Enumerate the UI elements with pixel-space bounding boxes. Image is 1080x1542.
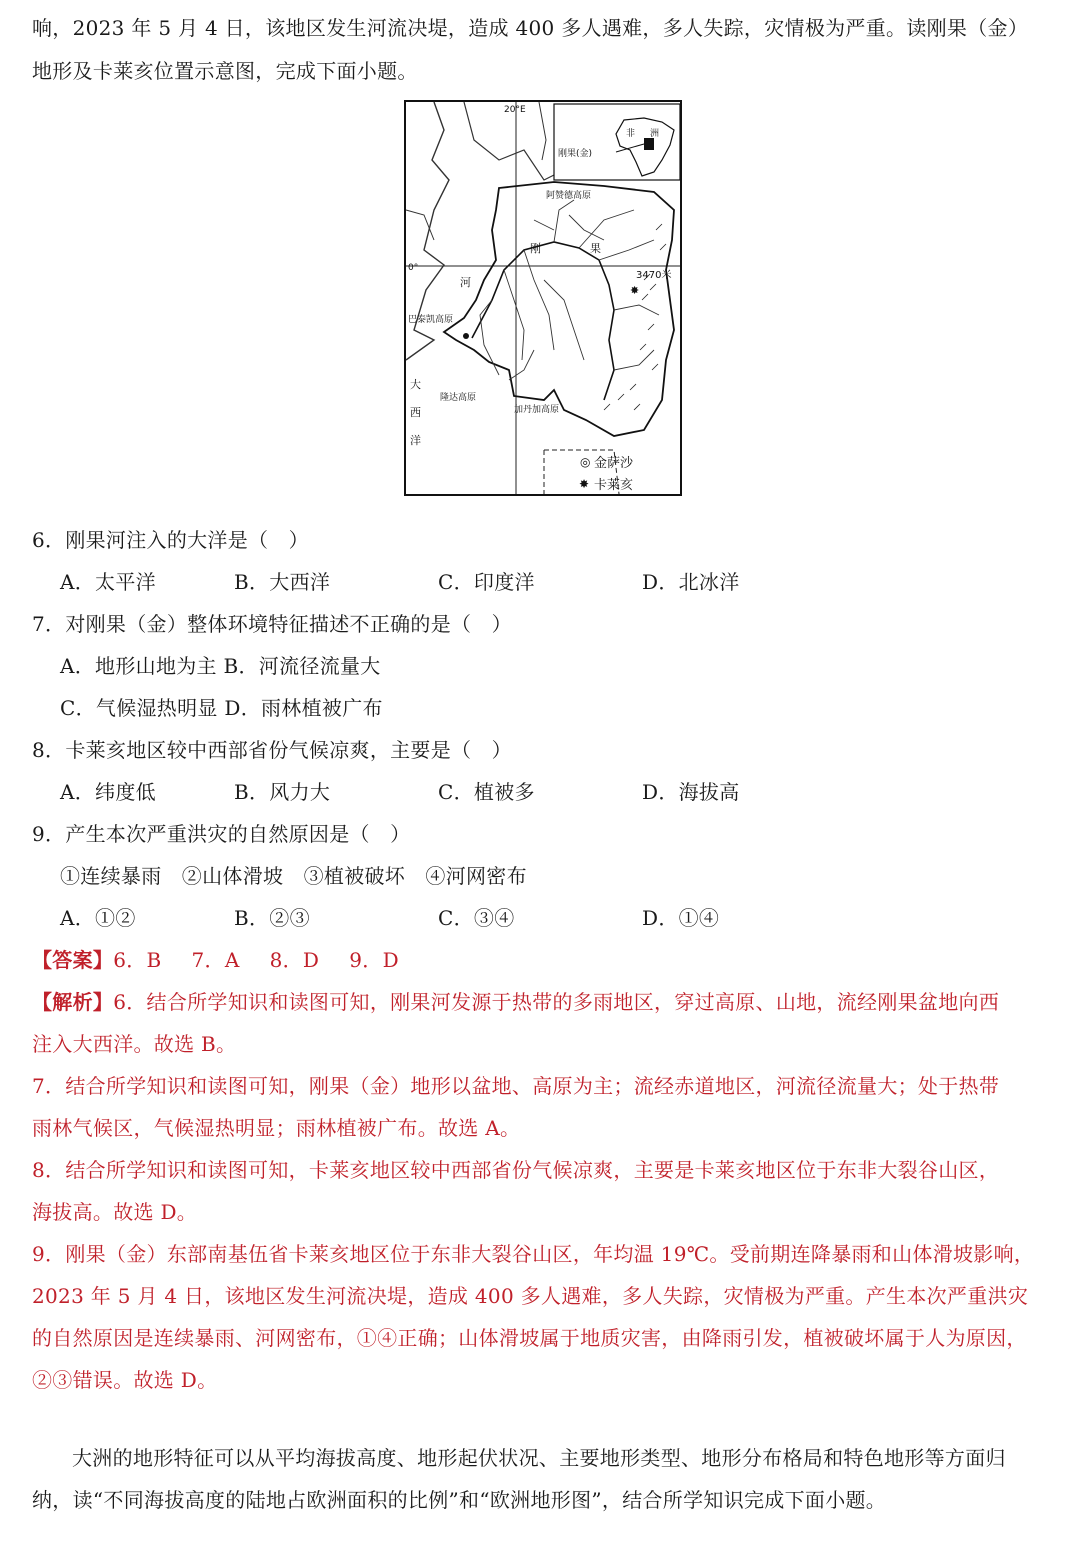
analysis-line-2: 注入大西洋。故选 B。 [32, 1032, 237, 1056]
q9-option-a: A．①② [60, 906, 136, 930]
label-plateau-lunda: 隆达高原 [440, 393, 477, 403]
q8-option-c: C．植被多 [438, 780, 535, 804]
label-elevation: 3470米 [636, 270, 672, 281]
intro-line-2: 地形及卡莱亥位置示意图，完成下面小题。 [32, 59, 418, 83]
label-ocean-3: 洋 [410, 434, 421, 447]
q9-option-b: B．②③ [234, 906, 310, 930]
q6-option-a: A．太平洋 [60, 570, 156, 594]
next-intro-line-2: 纳，读“不同海拔高度的陆地占欧洲面积的比例”和“欧洲地形图”，结合所学知识完成下面小题。 [32, 1488, 887, 1512]
label-river-3: 河 [460, 276, 471, 289]
answer-9: 9．D [349, 948, 399, 972]
label-plateau-n: 阿赞德高原 [546, 191, 592, 201]
q9-option-c: C．③④ [438, 906, 515, 930]
q6-option-c: C．印度洋 [438, 570, 535, 594]
answer-8: 8．D [269, 948, 320, 972]
congo-map-figure [404, 100, 682, 496]
q6-option-b: B．大西洋 [234, 570, 331, 594]
answer-7: 7．A [191, 948, 240, 972]
label-inset-continent-1: 非 [626, 129, 636, 139]
analysis-line-8: 2023 年 5 月 4 日，该地区发生河流决堤，造成 400 多人遇难，多人失踪，灾情极为严重。产生本次严重洪灾 [32, 1284, 1029, 1308]
analysis-line-7: 9．刚果（金）东部南基伍省卡莱亥地区位于东非大裂谷山区，年均温 19℃。受前期连降暴雨和山体滑坡影响， [32, 1242, 1035, 1266]
label-equator: 0° [408, 263, 419, 273]
intro-line-1: 响，2023 年 5 月 4 日，该地区发生河流决堤，造成 400 多人遇难，多人失踪，灾情极为严重。读刚果（金） [32, 16, 1029, 40]
q8-option-b: B．风力大 [234, 780, 331, 804]
q6-stem: 6．刚果河注入的大洋是（ ） [32, 528, 309, 552]
label-inset-continent-2: 洲 [650, 129, 660, 139]
analysis-line-9: 的自然原因是连续暴雨、河网密布，①④正确；山体滑坡属于地质灾害，由降雨引发，植被破坏属于人为原因， [32, 1326, 1027, 1350]
analysis-line-3: 7．结合所学知识和读图可知，刚果（金）地形以盆地、高原为主；流经赤道地区，河流径流量大；处于热带 [32, 1074, 1000, 1098]
q7-option-line-2: C．气候湿热明显 D．雨林植被广布 [60, 696, 383, 720]
answer-6: 6．B [113, 948, 162, 972]
q7-option-line-1: A．地形山地为主 B．河流径流量大 [60, 654, 381, 678]
label-ocean-2: 西 [410, 406, 421, 419]
legend-capital-label: 金萨沙 [594, 456, 634, 471]
q9-choices: ①连续暴雨 ②山体滑坡 ③植被破坏 ④河网密布 [60, 864, 527, 888]
q7-stem: 7．对刚果（金）整体环境特征描述不正确的是（ ） [32, 612, 512, 636]
analysis-line-1 [32, 986, 999, 1015]
q9-option-d: D．①④ [642, 906, 720, 930]
label-plateau-katanga: 加丹加高原 [514, 405, 560, 415]
q8-option-a: A．纬度低 [60, 780, 156, 804]
label-ocean-1: 大 [410, 378, 421, 391]
q6-option-d: D．北冰洋 [642, 570, 740, 594]
analysis-tag: 【解析】 [32, 990, 114, 1014]
analysis-line-4: 雨林气候区，气候湿热明显；雨林植被广布。故选 A。 [32, 1116, 521, 1140]
label-20e: 20°E [504, 105, 526, 115]
answer-row [32, 944, 399, 973]
star-city-mark: ✸ [630, 284, 640, 297]
label-river-1: 刚 [530, 242, 541, 255]
analysis-line-10: ②③错误。故选 D。 [32, 1368, 218, 1392]
analysis-text-1: 6．结合所学知识和读图可知，刚果河发源于热带的多雨地区，穿过高原、山地，流经刚果盆地向西 [113, 990, 1000, 1014]
q8-stem: 8．卡莱亥地区较中西部省份气候凉爽，主要是（ ） [32, 738, 512, 762]
analysis-line-6: 海拔高。故选 D。 [32, 1200, 198, 1224]
city-legend-symbol: ✸ [579, 477, 590, 491]
label-inset-country: 刚果(金) [558, 149, 593, 159]
q9-stem: 9．产生本次严重洪灾的自然原因是（ ） [32, 822, 411, 846]
analysis-line-5: 8．结合所学知识和读图可知，卡莱亥地区较中西部省份气候凉爽，主要是卡莱亥地区位于东非大裂谷山区， [32, 1158, 1000, 1182]
legend-city-label: 卡莱亥 [594, 478, 634, 493]
next-intro-line-1: 大洲的地形特征可以从平均海拔高度、地形起伏状况、主要地形类型、地形分布格局和特色地形等方面归 [72, 1446, 1006, 1470]
answer-tag: 【答案】 [32, 948, 114, 972]
label-river-2: 果 [590, 242, 601, 255]
label-plateau-w: 巴泰凯高原 [408, 315, 454, 325]
q8-option-d: D．海拔高 [642, 780, 740, 804]
capital-legend-symbol: ◎ [580, 455, 591, 469]
